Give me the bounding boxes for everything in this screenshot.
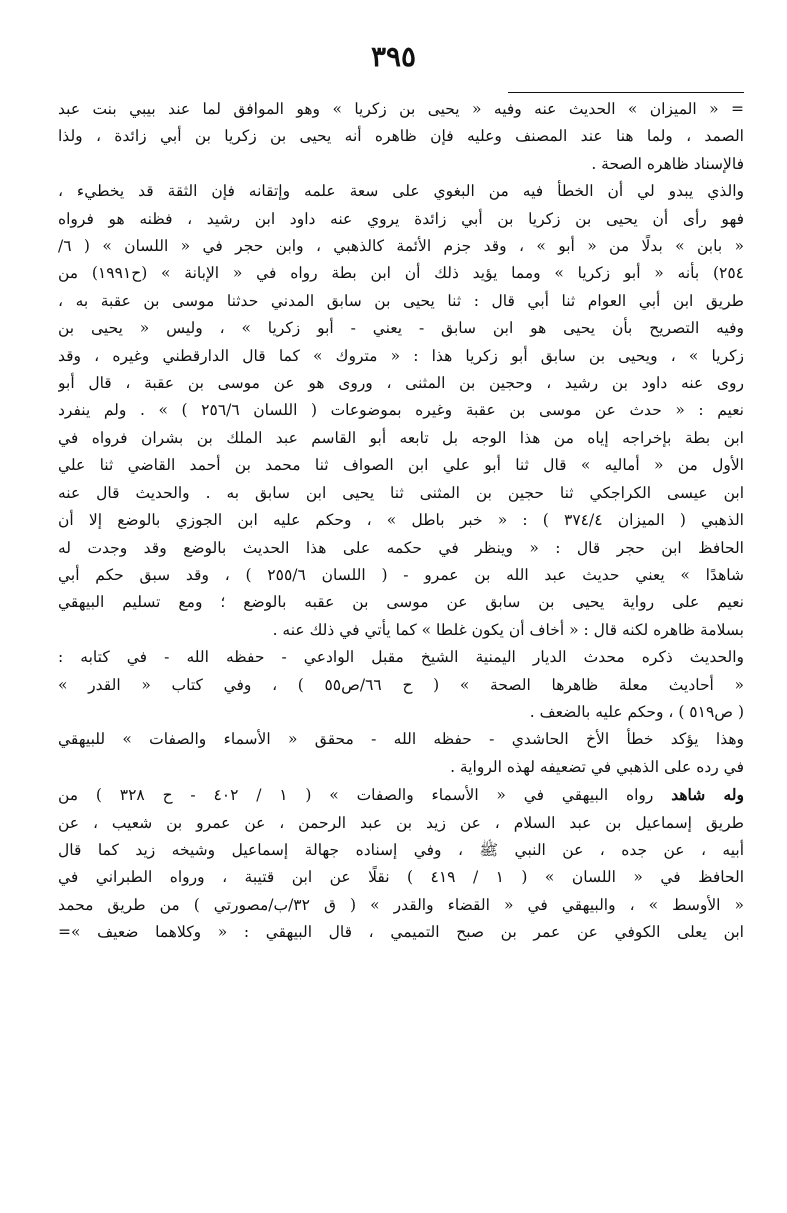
text-line: فالإسناد ظاهره الصحة .: [591, 154, 744, 173]
text-line: وهذا يؤكد خطأ الأخ الحاشدي - حفظه الله - محقق « الأسماء والصفات » للبيهقي: [58, 730, 744, 749]
text-line: الأول من « أماليه » قال ثنا أبو علي ابن الصواف ثنا محمد بن أحمد القاضي ثنا علي: [58, 456, 744, 475]
paragraph-lead: وله شاهد: [671, 785, 744, 805]
text-line: بسلامة ظاهره لكنه قال : « أخاف أن يكون غلطا » كما يأتي في ذلك عنه .: [272, 620, 744, 639]
text-line: « أحاديث معلة ظاهرها الصحة » ( ح ٦٦/ص٥٥ ) ، وفي كتاب « القدر »: [58, 675, 744, 694]
text-line: ٢٥٤) بأنه « أبو زكريا » ومما يؤيد ذلك أن ابن بطة رواه في « الإبانة » (ح١٩٩١) من: [58, 264, 744, 283]
paragraph-5: [58, 781, 744, 946]
text-line: الذهبي ( الميزان ٣٧٤/٤ ) : « خبر باطل » ، وحكم عليه ابن الجوزي بالوضع إلا أن: [58, 511, 744, 530]
text-line: والذي يبدو لي أن الخطأ فيه من البغوي على سعة علمه وإتقانه فإن الثقة قد يخطيء ،: [58, 182, 744, 201]
text-line: طريق ابن أبي العوام ثنا أبي قال : ثنا يحيى بن سابق المدني حدثنا موسى بن عقبة به ،: [58, 291, 744, 310]
text-line: الصمد ، ولما هنا عند المصنف وعليه فإن ظاهره أنه يحيى بن زكريا بن أبي زائدة ، ولذا: [58, 127, 744, 146]
text-line: الحافظ في « اللسان » ( ١ / ٤١٩ ) نقلًا عن ابن قتيبة ، ورواه الطبراني في: [58, 868, 744, 887]
text-line: فهو رأى أن يحيى بن زكريا بن أبي زائدة يروي عنه داود ابن رشيد ، فظنه هو فرواه: [58, 209, 744, 228]
text-line: والحديث ذكره محدث الديار اليمنية الشيخ مقبل الوادعي - حفظه الله - في كتابه :: [58, 648, 744, 667]
text-line: شاهدًا » يعني حديث عبد الله بن عمرو - ( اللسان ٢٥٥/٦ ) ، وقد سبق حكم أبي: [58, 565, 744, 584]
footnote-text: [58, 96, 744, 947]
text-line: ابن يعلى الكوفي عن عمر بن صبح التميمي ، قال البيهقي : « وكلاهما ضعيف »=: [58, 923, 744, 942]
text-line: الحافظ ابن حجر قال : « وينظر في حكمه على هذا الحديث بالوضع وقد وجدت له: [58, 538, 744, 557]
text-line: نعيم على رواية يحيى بن سابق عن موسى بن عقبه بالوضع ؛ ومع تسليم البيهقي: [58, 593, 744, 612]
text-line: ( ص٥١٩ ) ، وحكم عليه بالضعف .: [529, 702, 744, 721]
text-line-rest: رواه البيهقي في « الأسماء والصفات » ( ١ / ٤٠٢ - ح ٣٢٨ ) من: [58, 786, 672, 805]
text-line: أبيه ، عن جده ، عن النبي ﷺ ، وفي إسناده جهالة إسماعيل وشيخه زيد كما قال: [58, 840, 744, 859]
text-line: ابن عيسى الكراجكي ثنا حجين بن المثنى ثنا يحيى ابن سابق به . والحديث قال عنه: [58, 483, 744, 502]
paragraph-4: [58, 726, 744, 781]
page-number: ٣٩٥: [370, 40, 417, 73]
text-line: طريق إسماعيل بن عبد السلام ، عن زيد بن عبد الرحمن ، عن عمرو بن شعيب ، عن: [58, 813, 744, 832]
text-line: وفيه التصريح بأن يحيى هو ابن سابق - يعني - أبو زكريا » ، وليس « يحيى بن: [58, 319, 744, 338]
paragraph-3: [58, 644, 744, 726]
footnote-separator-rule: [508, 92, 744, 93]
text-line: روى عنه داود بن رشيد ، وحجين بن المثنى ، وروى هو عن موسى بن عقبة ، قال أبو: [58, 374, 744, 393]
text-line: في رده على الذهبي في تضعيفه لهذه الرواية .: [450, 757, 744, 776]
text-line: نعيم : « حدث عن موسى بن عقبة وغيره بموضوعات ( اللسان ٢٥٦/٦ ) » . ولم ينفرد: [58, 401, 744, 420]
text-line: « الأوسط » ، والبيهقي في « القضاء والقدر » ( ق ٣٢/ب/مصورتي ) من طريق محمد: [58, 895, 744, 914]
text-line: زكريا » ، ويحيى بن سابق أبو زكريا هذا : « متروك » كما قال الدارقطني وغيره ، وقد: [58, 346, 744, 365]
paragraph-2: [58, 178, 744, 644]
paragraph-1: [58, 96, 744, 178]
text-line: ابن بطة بإخراجه إياه من هذا الوجه بل تابعه أبو القاسم عبد الملك بن بشران فرواه في: [58, 428, 744, 447]
text-line: « بابن » بدلًا من « أبو » ، وقد جزم الأئمة كالذهبي ، وابن حجر في « اللسان » ( ٦/: [58, 237, 744, 256]
text-line: = « الميزان » الحديث عنه وفيه « يحيى بن زكريا » وهو الموافق لما عند بيبي بنت عبد: [58, 100, 744, 118]
text-line: [58, 781, 744, 809]
